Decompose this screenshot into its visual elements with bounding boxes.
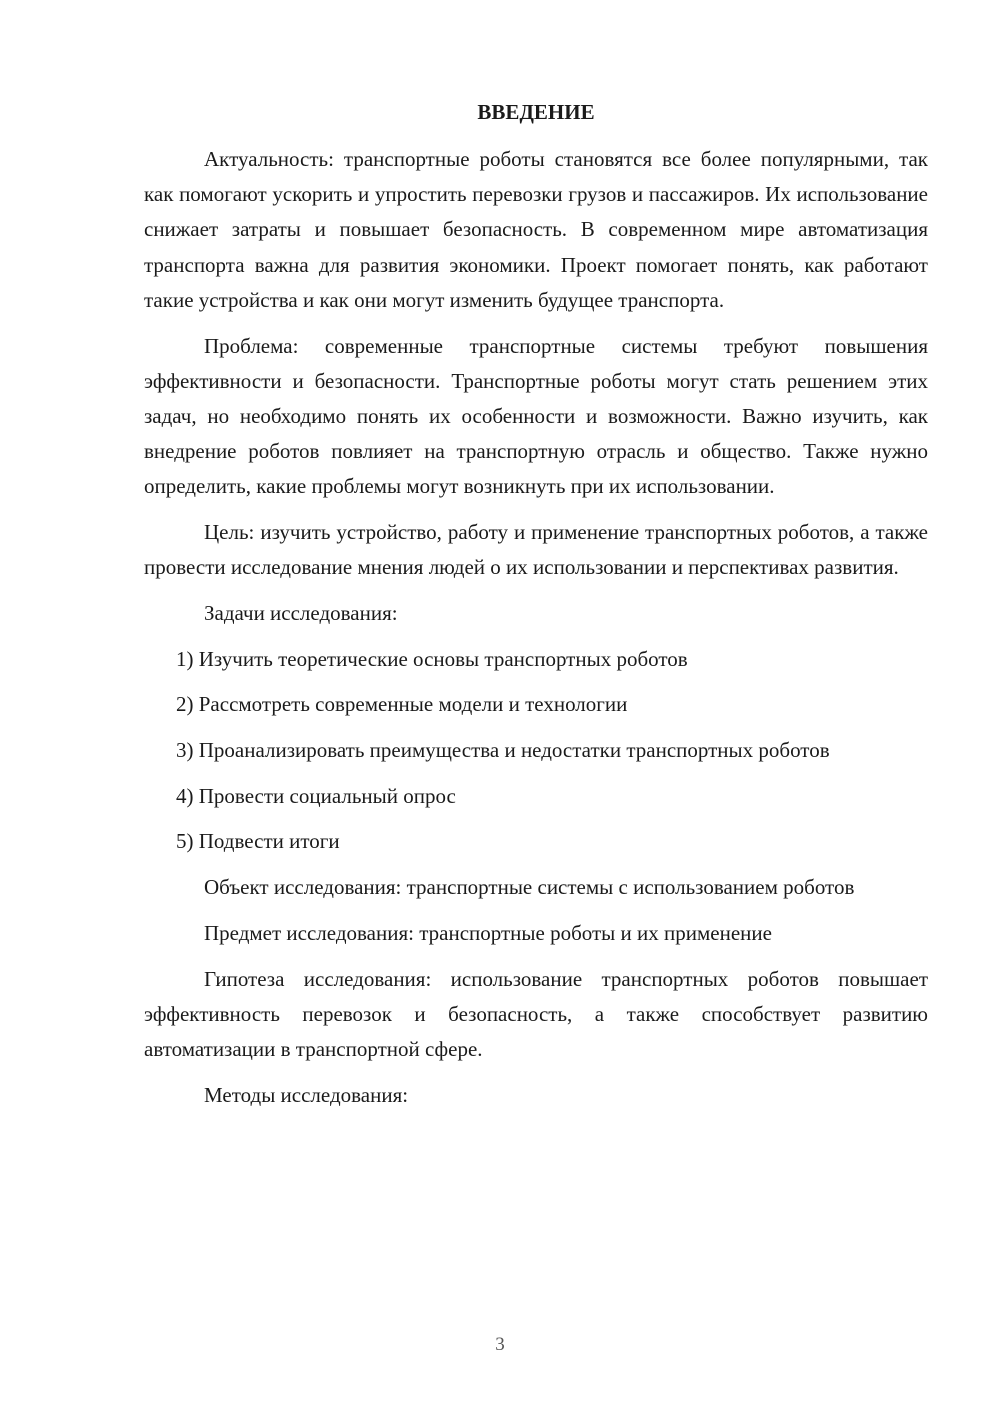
section-title: ВВЕДЕНИЕ: [477, 100, 595, 124]
task-item-1: 1) Изучить теоретические основы транспортных роботов: [176, 646, 688, 671]
hypothesis-paragraph: Гипотеза исследования: использование транспортных роботов повышает эффективность перевозок и безопасность, а также способствует развитию автоматизации в транспортной сфере.: [144, 966, 928, 1061]
methods-heading: Методы исследования:: [204, 1082, 409, 1107]
task-item-5: 5) Подвести итоги: [176, 829, 340, 854]
document-page: [144, 95, 928, 1123]
page-number: 3: [495, 1334, 505, 1355]
tasks-heading: Задачи исследования:: [204, 600, 398, 625]
task-item-2: 2) Рассмотреть современные модели и технологии: [176, 692, 628, 717]
subject-paragraph: Предмет исследования: транспортные роботы и их применение: [204, 920, 772, 945]
task-item-3: 3) Проанализировать преимущества и недостатки транспортных роботов: [176, 738, 830, 763]
object-paragraph: Объект исследования: транспортные системы с использованием роботов: [204, 875, 855, 900]
relevance-paragraph: Актуальность: транспортные роботы становятся все более популярными, так как помогают ускорить и упростить перевозки грузов и пассажиров. Их использование снижает затраты и повышает безопасность. В современном мире автоматизация транспорта важна для развития экономики. Проект помогает понять, как работают такие устройства и как они могут изменить будущее транспорта.: [144, 147, 928, 312]
problem-paragraph: Проблема: современные транспортные системы требуют повышения эффективности и безопасности. Транспортные роботы могут стать решением этих задач, но необходимо понять их особенности и возможности. Важно изучить, как внедрение роботов повлияет на транспортную отрасль и общество. Также нужно определить, какие проблемы могут возникнуть при их использовании.: [144, 333, 928, 499]
task-item-4: 4) Провести социальный опрос: [176, 783, 456, 808]
goal-paragraph: Цель: изучить устройство, работу и применение транспортных роботов, а также провести исследование мнения людей о их использовании и перспективах развития.: [144, 520, 928, 580]
